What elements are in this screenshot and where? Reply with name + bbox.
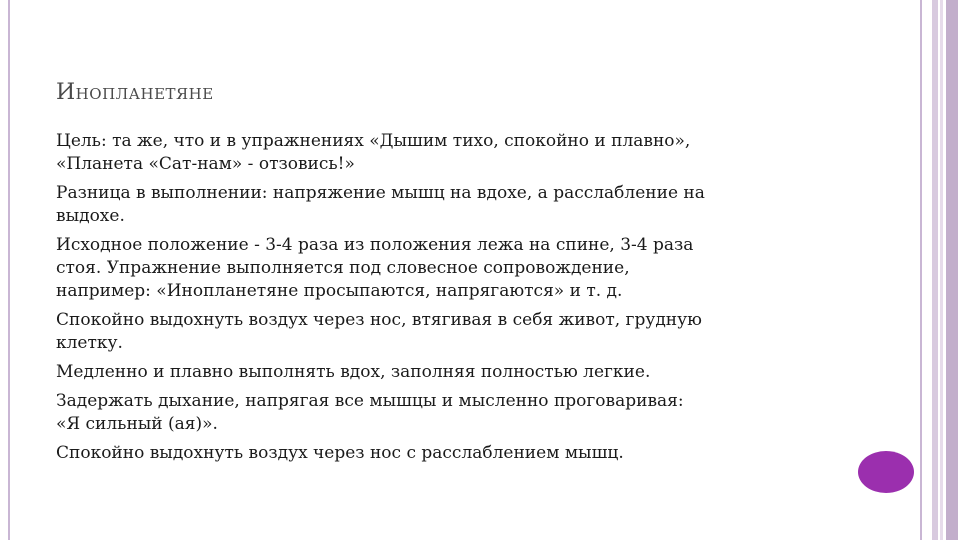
paragraph	[56, 182, 856, 228]
text-line: Исходное положение - 3-4 раза из положения лежа на спине, 3-4 раза	[56, 235, 694, 255]
text-line: стоя. Упражнение выполняется под словесное сопровождение,	[56, 258, 630, 278]
slide-body	[56, 130, 856, 471]
text-line: клетку.	[56, 333, 123, 353]
paragraph	[56, 309, 856, 355]
text-line: Разница в выполнении: напряжение мышц на вдохе, а расслабление на	[56, 183, 705, 203]
paragraph	[56, 390, 856, 436]
text-line: Цель: та же, что и в упражнениях «Дышим тихо, спокойно и плавно»,	[56, 131, 691, 151]
text-line: выдохе.	[56, 206, 125, 226]
text-line: «Планета «Сат-нам» - отзовись!»	[56, 154, 355, 174]
slide-title: Инопланетяне	[56, 80, 214, 105]
paragraph	[56, 130, 856, 176]
paragraph	[56, 361, 856, 384]
text-line: например: «Инопланетяне просыпаются, напрягаются» и т. д.	[56, 281, 623, 301]
text-line: Задержать дыхание, напрягая все мышцы и мысленно проговаривая:	[56, 391, 684, 411]
side-decoration-bar	[946, 0, 958, 540]
text-line: «Я сильный (ая)».	[56, 414, 218, 434]
paragraph	[56, 442, 856, 465]
side-decoration-bar	[932, 0, 938, 540]
paragraph	[56, 234, 856, 303]
text-line: Спокойно выдохнуть воздух через нос с расслаблением мышц.	[56, 443, 624, 463]
side-decoration-bar	[940, 0, 943, 540]
text-line: Спокойно выдохнуть воздух через нос, втягивая в себя живот, грудную	[56, 310, 702, 330]
text-line: Медленно и плавно выполнять вдох, заполняя полностью легкие.	[56, 362, 651, 382]
decorative-circle	[858, 451, 914, 493]
